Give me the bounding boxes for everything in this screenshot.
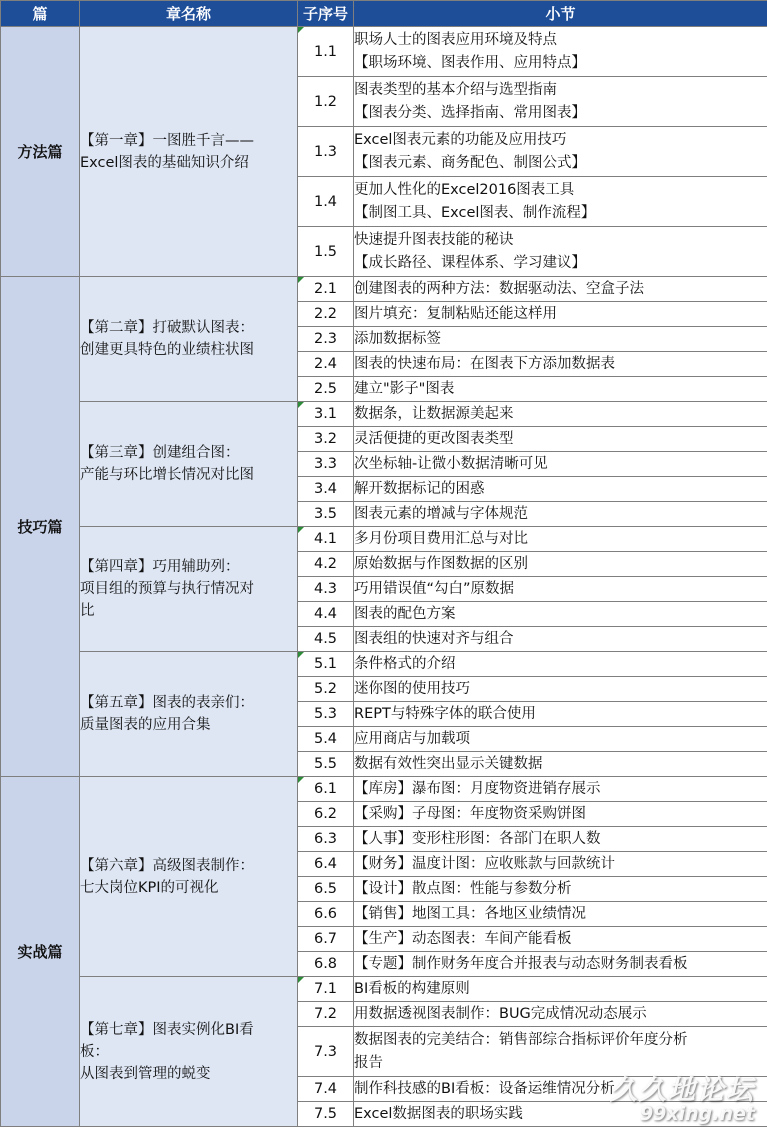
watermark-site-url: 99xing.net: [639, 1103, 755, 1125]
section-number-cell: 4.1: [298, 527, 354, 552]
table-body: [1, 27, 767, 1127]
table-row: [1, 402, 767, 427]
section-number-cell: 3.3: [298, 452, 354, 477]
section-title-line: 制作科技感的BI看板：设备运维情况分析: [354, 1080, 615, 1097]
chapter-name-cell: [80, 527, 298, 652]
section-title-line: 数据条，让数据源美起来: [354, 405, 514, 422]
chapter-name-cell: [80, 27, 298, 277]
section-number-cell: 4.2: [298, 552, 354, 577]
section-number-cell: 5.2: [298, 677, 354, 702]
section-title-cell: [354, 477, 767, 502]
section-title-line: 迷你图的使用技巧: [354, 680, 470, 697]
section-title-cell: [354, 577, 767, 602]
section-number-cell: 7.5: [298, 1102, 354, 1127]
section-title-cell: [354, 977, 767, 1002]
section-number-cell: 2.5: [298, 377, 354, 402]
chapter-name-line: 板：: [80, 1043, 109, 1060]
section-title-cell: [354, 1002, 767, 1027]
part-name-cell: 方法篇: [1, 27, 80, 277]
part-name-cell: 技巧篇: [1, 277, 80, 777]
section-title-cell: [354, 877, 767, 902]
section-number-cell: 6.8: [298, 952, 354, 977]
section-number-cell: 6.6: [298, 902, 354, 927]
section-title-cell: [354, 527, 767, 552]
section-title-line: 用数据透视图表制作：BUG完成情况动态展示: [354, 1005, 647, 1022]
section-title-line: 图表的配色方案: [354, 605, 456, 622]
table-row: [1, 277, 767, 302]
section-title-cell: [354, 327, 767, 352]
section-title-line: REPT与特殊字体的联合使用: [354, 705, 536, 722]
section-title-line: 建立"影子"图表: [354, 380, 455, 397]
section-title-cell: [354, 627, 767, 652]
header-chapter-name: 章名称: [80, 1, 298, 27]
section-number-cell: 6.1: [298, 777, 354, 802]
section-title-line: 【图表分类、选择指南、常用图表】: [354, 104, 586, 121]
section-title-cell: [354, 702, 767, 727]
watermark-site-name: 久久地论坛: [610, 1075, 755, 1106]
chapter-name-cell: [80, 977, 298, 1127]
header-row: [1, 1, 767, 27]
section-title-cell: [354, 802, 767, 827]
section-title-line: 【采购】子母图：年度物资采购饼图: [354, 805, 586, 822]
header-section: 小节: [354, 1, 767, 27]
section-number-cell: 4.5: [298, 627, 354, 652]
section-title-line: 【设计】散点图：性能与参数分析: [354, 880, 572, 897]
section-title-cell: [354, 27, 767, 77]
chapter-name-line: 创建更具特色的业绩柱状图: [80, 342, 254, 358]
section-title-cell: [354, 552, 767, 577]
section-number-cell: 1.5: [298, 227, 354, 277]
chapter-name-line: 【第三章】创建组合图：: [80, 445, 240, 461]
chapter-name-line: 【第四章】巧用辅助列：: [80, 559, 240, 575]
section-number-cell: 3.1: [298, 402, 354, 427]
section-number-cell: 3.2: [298, 427, 354, 452]
chapter-name-cell: [80, 277, 298, 402]
section-title-cell: [354, 1077, 767, 1102]
section-title-line: 创建图表的两种方法：数据驱动法、空盒子法: [354, 280, 644, 297]
section-title-line: 【成长路径、课程体系、学习建议】: [354, 254, 586, 271]
section-title-cell: [354, 1027, 767, 1077]
section-number-cell: 7.3: [298, 1027, 354, 1077]
section-title-line: 次坐标轴-让微小数据清晰可见: [354, 455, 548, 472]
section-title-cell: [354, 727, 767, 752]
chapter-name-line: Excel图表的基础知识介绍: [80, 154, 249, 171]
section-title-line: 更加人性化的Excel2016图表工具: [354, 181, 575, 198]
section-title-cell: [354, 752, 767, 777]
section-title-cell: [354, 402, 767, 427]
section-title-line: Excel图表元素的功能及应用技巧: [354, 131, 567, 148]
section-title-cell: [354, 127, 767, 177]
section-title-line: 图表的快速布局：在图表下方添加数据表: [354, 355, 615, 372]
section-title-line: 灵活便捷的更改图表类型: [354, 430, 514, 447]
section-title-line: 报告: [354, 1054, 383, 1071]
section-title-line: 【生产】动态图表：车间产能看板: [354, 930, 572, 947]
section-number-cell: 3.4: [298, 477, 354, 502]
table-row: [1, 652, 767, 677]
section-title-cell: [354, 502, 767, 527]
section-title-cell: [354, 677, 767, 702]
chapter-name-line: 比: [80, 603, 95, 619]
chapter-name-line: 【第六章】高级图表制作：: [80, 857, 254, 874]
chapter-name-line: 【第二章】打破默认图表：: [80, 320, 254, 336]
section-title-line: 数据图表的完美结合：销售部综合指标评价年度分析: [354, 1031, 688, 1048]
section-title-line: 解开数据标记的困惑: [354, 480, 485, 497]
section-number-cell: 6.5: [298, 877, 354, 902]
section-number-cell: 6.4: [298, 852, 354, 877]
section-number-cell: 6.7: [298, 927, 354, 952]
section-title-cell: [354, 377, 767, 402]
section-title-line: 图表类型的基本介绍与选型指南: [354, 81, 557, 98]
section-number-cell: 1.2: [298, 77, 354, 127]
section-title-cell: [354, 277, 767, 302]
chapter-name-cell: [80, 402, 298, 527]
table-row: [1, 527, 767, 552]
section-title-cell: [354, 427, 767, 452]
section-title-line: 添加数据标签: [354, 330, 441, 347]
section-title-cell: [354, 452, 767, 477]
chapter-name-line: 质量图表的应用合集: [80, 717, 211, 733]
header-sub-number: 子序号: [298, 1, 354, 27]
section-number-cell: 5.4: [298, 727, 354, 752]
section-title-line: 原始数据与作图数据的区别: [354, 555, 528, 572]
section-title-cell: [354, 852, 767, 877]
section-title-line: 图表元素的增减与字体规范: [354, 505, 528, 522]
section-title-line: 【专题】制作财务年度合并报表与动态财务制表看板: [354, 955, 688, 972]
section-title-line: 快速提升图表技能的秘诀: [354, 231, 514, 248]
chapter-name-cell: [80, 777, 298, 977]
section-title-line: 多月份项目费用汇总与对比: [354, 530, 528, 547]
chapter-name-line: 项目组的预算与执行情况对: [80, 581, 254, 597]
section-title-cell: [354, 77, 767, 127]
section-title-cell: [354, 777, 767, 802]
section-number-cell: 2.2: [298, 302, 354, 327]
section-title-cell: [354, 952, 767, 977]
section-title-line: 图表组的快速对齐与组合: [354, 630, 514, 647]
section-title-line: 【库房】瀑布图：月度物资进销存展示: [354, 780, 601, 797]
section-title-cell: [354, 302, 767, 327]
section-number-cell: 1.4: [298, 177, 354, 227]
section-title-line: Excel数据图表的职场实践: [354, 1105, 523, 1122]
section-number-cell: 5.1: [298, 652, 354, 677]
chapter-name-line: 【第五章】图表的表亲们：: [80, 695, 254, 711]
section-title-cell: [354, 827, 767, 852]
section-number-cell: 4.4: [298, 602, 354, 627]
section-title-cell: [354, 227, 767, 277]
section-title-cell: [354, 177, 767, 227]
section-number-cell: 1.1: [298, 27, 354, 77]
section-title-line: 巧用错误值“勾白”原数据: [354, 580, 515, 597]
table-row: [1, 977, 767, 1002]
header-part: 篇: [1, 1, 80, 27]
section-number-cell: 7.4: [298, 1077, 354, 1102]
table-row: [1, 777, 767, 802]
section-title-line: 【财务】温度计图：应收账款与回款统计: [354, 855, 615, 872]
section-title-line: BI看板的构建原则: [354, 980, 470, 997]
part-name-cell: 实战篇: [1, 777, 80, 1127]
section-number-cell: 6.2: [298, 802, 354, 827]
chapter-name-line: 产能与环比增长情况对比图: [80, 467, 254, 483]
section-number-cell: 7.1: [298, 977, 354, 1002]
section-number-cell: 7.2: [298, 1002, 354, 1027]
section-title-line: 应用商店与加载项: [354, 730, 470, 747]
section-number-cell: 2.4: [298, 352, 354, 377]
section-title-line: 条件格式的介绍: [354, 655, 456, 672]
section-number-cell: 4.3: [298, 577, 354, 602]
section-title-line: 职场人士的图表应用环境及特点: [354, 31, 557, 48]
section-title-line: 【制图工具、Excel图表、制作流程】: [354, 204, 596, 221]
section-title-line: 【人事】变形柱形图：各部门在职人数: [354, 830, 601, 847]
section-number-cell: 2.3: [298, 327, 354, 352]
section-title-line: 【销售】地图工具：各地区业绩情况: [354, 905, 586, 922]
section-title-cell: [354, 1102, 767, 1127]
section-number-cell: 3.5: [298, 502, 354, 527]
chapter-name-cell: [80, 652, 298, 777]
section-title-cell: [354, 902, 767, 927]
section-number-cell: 5.3: [298, 702, 354, 727]
chapter-name-line: 【第一章】一图胜千言——: [80, 132, 254, 149]
section-number-cell: 1.3: [298, 127, 354, 177]
section-title-cell: [354, 602, 767, 627]
chapter-name-line: 【第七章】图表实例化BI看: [80, 1021, 254, 1038]
section-title-cell: [354, 927, 767, 952]
section-title-line: 【职场环境、图表作用、应用特点】: [354, 54, 586, 71]
section-title-line: 【图表元素、商务配色、制图公式】: [354, 154, 586, 171]
chapter-name-line: 从图表到管理的蜕变: [80, 1065, 211, 1082]
section-number-cell: 2.1: [298, 277, 354, 302]
section-title-cell: [354, 352, 767, 377]
section-number-cell: 6.3: [298, 827, 354, 852]
section-title-line: 数据有效性突出显示关键数据: [354, 755, 543, 772]
section-number-cell: 5.5: [298, 752, 354, 777]
table-row: [1, 27, 767, 77]
chapter-name-line: 七大岗位KPI的可视化: [80, 879, 219, 896]
section-title-cell: [354, 652, 767, 677]
section-title-line: 图片填充：复制粘贴还能这样用: [354, 305, 557, 322]
